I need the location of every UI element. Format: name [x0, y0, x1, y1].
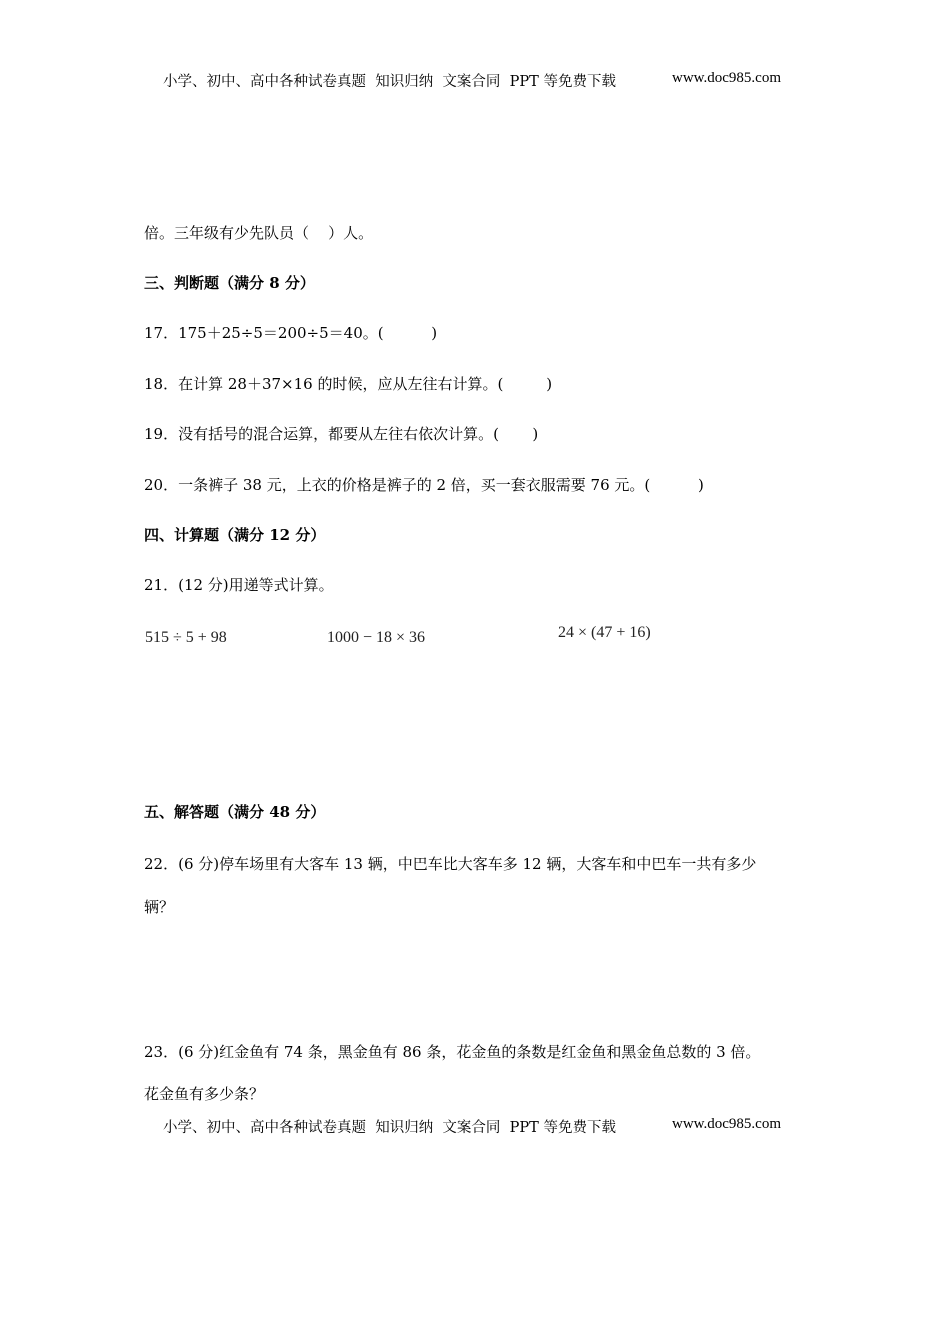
question-19: 19．没有括号的混合运算，都要从左往右依次计算。( )	[144, 425, 539, 443]
question-23-cont: 花金鱼有多少条？	[144, 1085, 265, 1103]
section-heading: 四、计算题（满分 12 分）	[144, 526, 326, 544]
header-link[interactable]: www.doc985.com	[672, 70, 782, 86]
text-line: 倍。三年级有少先队员（ ）人。	[144, 224, 374, 242]
question-18: 18．在计算 28＋37×16 的时候，应从左往右计算。( )	[144, 375, 553, 393]
footer-text: 小学、初中、高中各种试卷真题 知识归纳 文案合同 PPT 等免费下载	[163, 1120, 616, 1136]
question-22: 22．(6 分)停车场里有大客车 13 辆，中巴车比大客车多 12 辆，大客车和中巴车一共有多少	[144, 855, 757, 873]
question-23: 23．(6 分)红金鱼有 74 条，黑金鱼有 86 条，花金鱼的条数是红金鱼和黑金鱼总数的 3 倍。	[144, 1043, 761, 1061]
expression-2: 1000 − 18 × 36	[327, 629, 426, 646]
expression-1: 515 ÷ 5 + 98	[145, 629, 227, 646]
section-heading: 三、判断题（满分 8 分）	[144, 274, 315, 292]
expression-3: 24 × (47 + 16)	[558, 624, 651, 641]
footer-link[interactable]: www.doc985.com	[672, 1116, 782, 1132]
section-heading: 五、解答题（满分 48 分）	[144, 803, 326, 821]
header-text: 小学、初中、高中各种试卷真题 知识归纳 文案合同 PPT 等免费下载	[163, 74, 616, 90]
question-22-cont: 辆？	[144, 898, 175, 916]
question-20: 20．一条裤子 38 元，上衣的价格是裤子的 2 倍，买一套衣服需要 76 元。( )	[144, 476, 704, 494]
question-21: 21．(12 分)用递等式计算。	[144, 576, 334, 594]
question-17: 17．175＋25÷5＝200÷5＝40。( )	[144, 324, 438, 342]
